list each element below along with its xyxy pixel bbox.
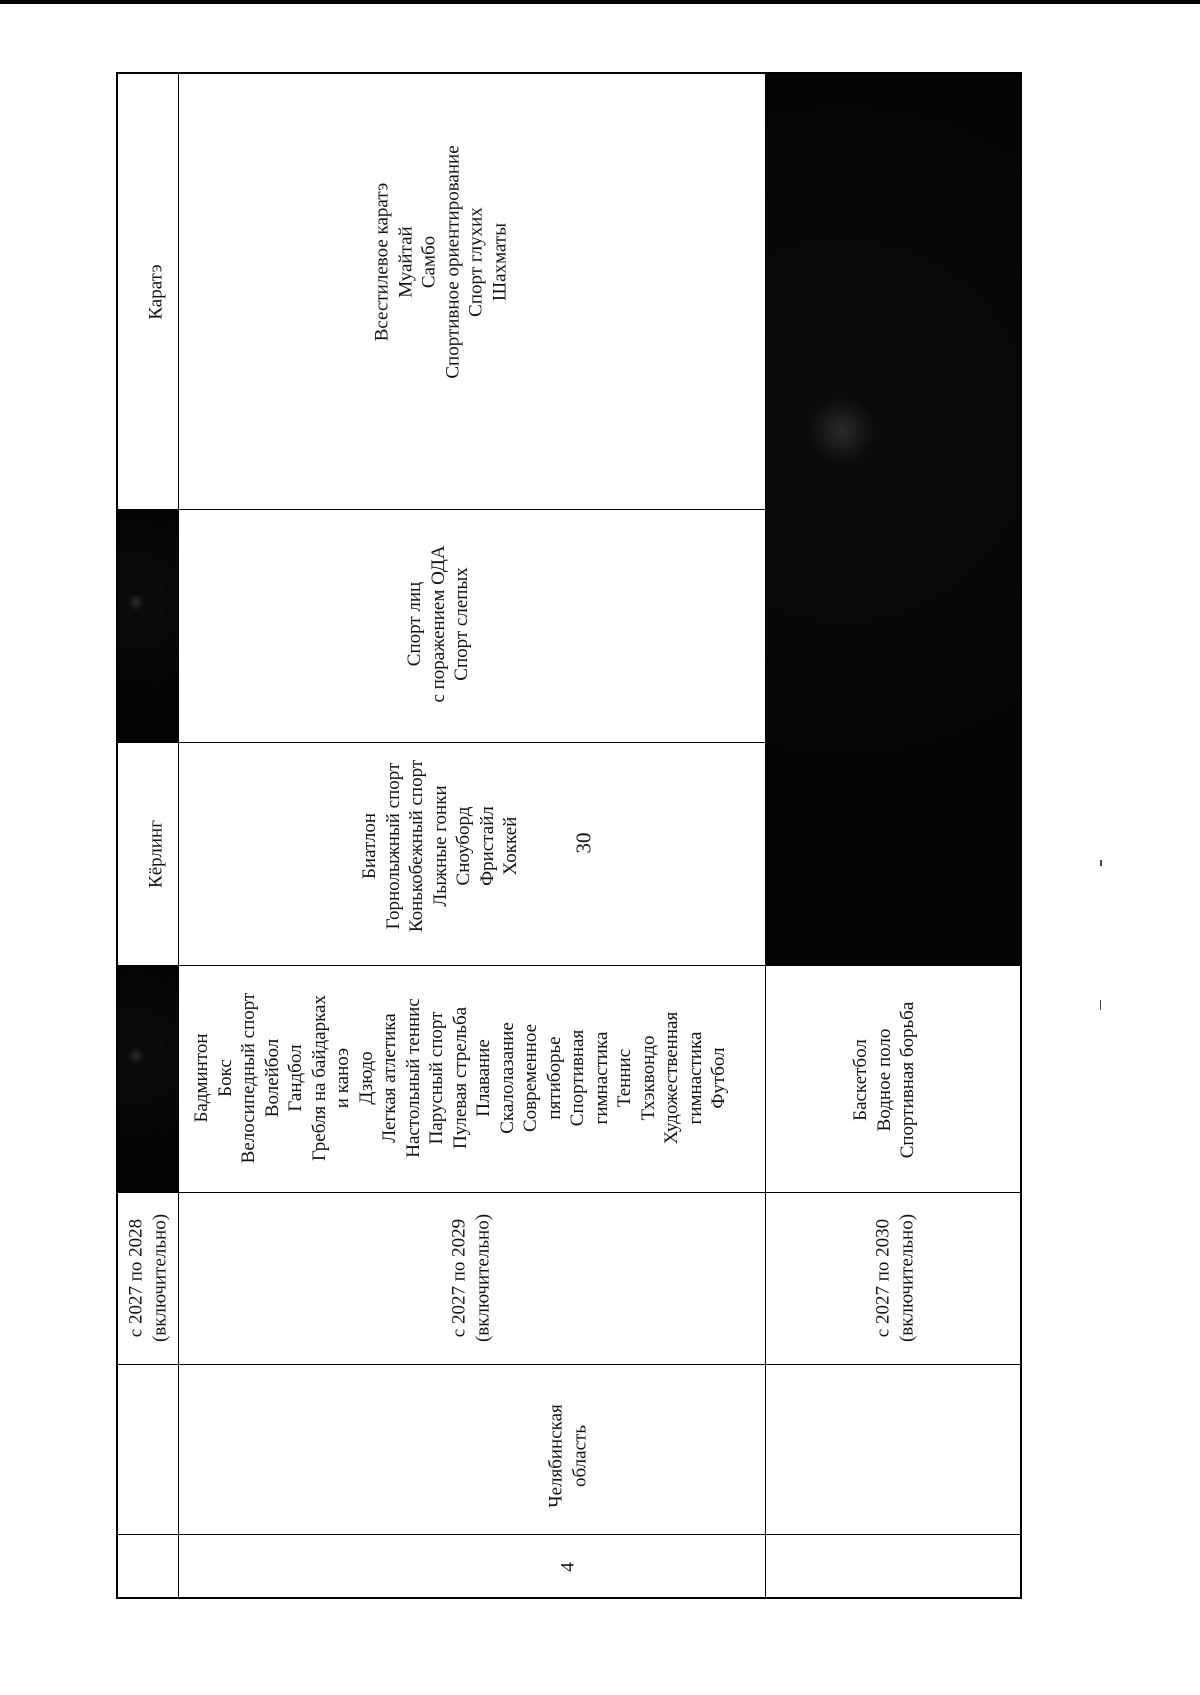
- scan-mark: [1100, 860, 1102, 866]
- grid-line: [118, 1192, 1022, 1193]
- dark-region: [118, 509, 178, 742]
- grid-line: [178, 74, 179, 1597]
- dark-region: [118, 965, 178, 1192]
- rotated-table: Каратэ Кёрлинг с 2027 по 2028 (включительно) Всестилевое каратэ Муайтай Самбо Спортивное ориентирование Спорт глухих Шахматы Спорт лиц с поражением ОДА Спорт слепых Биатлон Горнолыжный спорт Конькобежный спорт Лыжные гонки Сноуборд Фристайл Хоккей Бадминтон Бокс Велосипедный спорт Волейбол Гандбол Гребля на байдарках и каноэ Дзюдо Легкая атлетика Настольный теннис Парусный спорт Пулевая стрельба Плавание Скалолазание Современное пятиборье Спортивная гимнастика Теннис Тхэквондо Художественная гимнастика Футбол с 2027 по 2029 (включительно) с 2027 по 2030 (включительно) Баскетбол Водное поло Спортивная борьба Челябинская область 4: [116, 72, 1022, 1599]
- grid-line: [765, 74, 766, 1597]
- page-number-text: 30: [571, 832, 596, 854]
- grid-line: [118, 1364, 1022, 1365]
- grid-line: [118, 1534, 1022, 1535]
- scan-mark: [1100, 1000, 1101, 1010]
- grid-line: [118, 742, 765, 743]
- dark-region: [765, 74, 1022, 965]
- top-rule: [0, 0, 1200, 4]
- grid-line: [118, 509, 765, 510]
- grid-line: [118, 965, 1022, 966]
